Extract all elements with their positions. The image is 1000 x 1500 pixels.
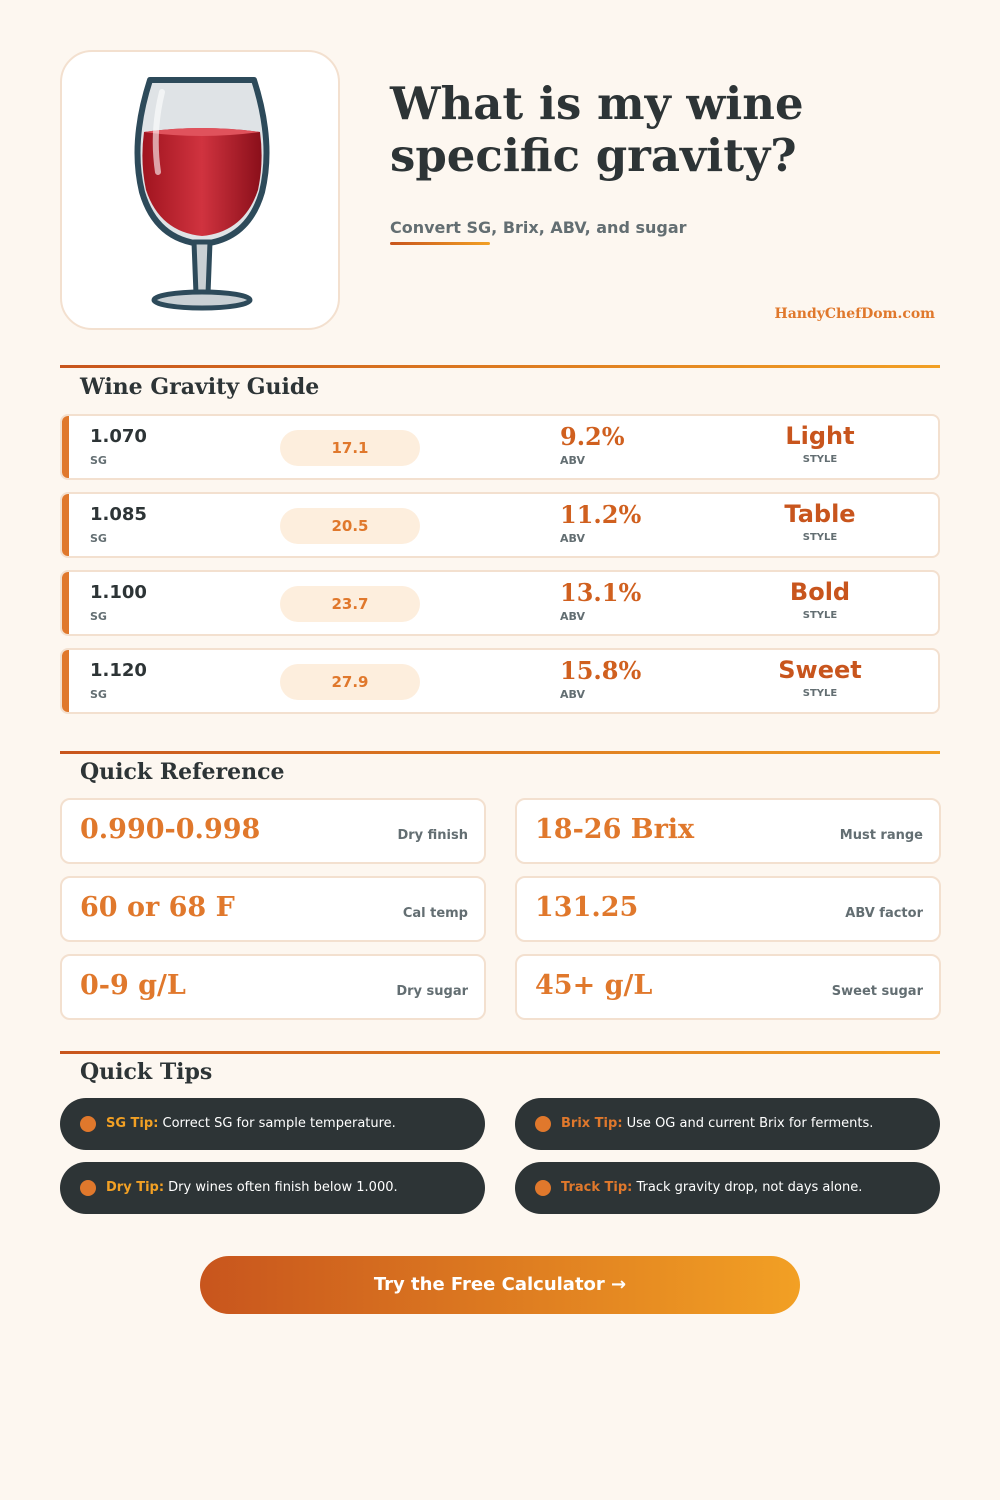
- tip-key: Track Tip:: [561, 1180, 633, 1195]
- subtitle-underline: [390, 242, 490, 245]
- brand-link[interactable]: HandyChefDom.com: [774, 306, 935, 322]
- style-value: Table: [784, 500, 856, 528]
- row-accent-bar: [62, 572, 69, 634]
- brix-badge: 23.7: [280, 586, 420, 622]
- tip-key: Dry Tip:: [106, 1180, 165, 1195]
- tips-section-title: Quick Tips: [80, 1059, 213, 1085]
- hero-image-card: [60, 50, 340, 330]
- bullet-dot-icon: [535, 1116, 551, 1132]
- brix-badge: 27.9: [280, 664, 420, 700]
- style-value: Bold: [789, 578, 851, 606]
- section-divider: [60, 1051, 940, 1054]
- brix-badge: 17.1: [280, 430, 420, 466]
- sg-label: SG: [90, 454, 107, 467]
- reference-label: Must range: [839, 828, 923, 843]
- reference-value: 0-9 g/L: [80, 970, 186, 1001]
- style-label: STYLE: [802, 532, 838, 543]
- bullet-dot-icon: [80, 1180, 96, 1196]
- bullet-dot-icon: [535, 1180, 551, 1196]
- reference-card: [60, 876, 486, 942]
- style-value: Sweet: [778, 656, 862, 684]
- abv-label: ABV: [560, 688, 585, 701]
- tip-text: Correct SG for sample temperature.: [158, 1116, 396, 1131]
- guide-row: [60, 492, 940, 558]
- reference-card: [515, 954, 941, 1020]
- reference-value: 18-26 Brix: [535, 814, 695, 845]
- abv-label: ABV: [560, 454, 585, 467]
- reference-label: Dry finish: [397, 828, 468, 843]
- sg-label: SG: [90, 610, 107, 623]
- style-label: STYLE: [802, 454, 838, 465]
- tip-text: Use OG and current Brix for ferments.: [622, 1116, 874, 1131]
- reference-card: [60, 798, 486, 864]
- tip-key: SG Tip:: [106, 1116, 159, 1131]
- guide-row: [60, 648, 940, 714]
- brix-badge: 20.5: [280, 508, 420, 544]
- abv-value: 9.2%: [560, 422, 625, 451]
- sg-value: 1.120: [90, 660, 147, 681]
- tip-pill: [60, 1162, 485, 1214]
- free-calculator-button[interactable]: Try the Free Calculator →: [200, 1256, 800, 1314]
- reference-card: [515, 798, 941, 864]
- sg-value: 1.070: [90, 426, 147, 447]
- page-subtitle: Convert SG, Brix, ABV, and sugar: [390, 218, 687, 237]
- wine-glass-icon: [122, 72, 282, 317]
- section-divider: [60, 365, 940, 368]
- reference-section-title: Quick Reference: [80, 759, 285, 785]
- page-title: What is my wine specific gravity?: [390, 77, 804, 182]
- reference-card: [515, 876, 941, 942]
- reference-label: Dry sugar: [396, 984, 468, 999]
- style-label: STYLE: [802, 610, 838, 621]
- tip-key: Brix Tip:: [561, 1116, 623, 1131]
- row-accent-bar: [62, 494, 69, 556]
- bullet-dot-icon: [80, 1116, 96, 1132]
- style-label: STYLE: [802, 688, 838, 699]
- reference-card: [60, 954, 486, 1020]
- guide-row: [60, 570, 940, 636]
- reference-value: 45+ g/L: [535, 970, 653, 1001]
- tip-text: Track gravity drop, not days alone.: [632, 1180, 863, 1195]
- reference-label: Sweet sugar: [831, 984, 923, 999]
- abv-label: ABV: [560, 532, 585, 545]
- tip-pill: [515, 1098, 940, 1150]
- style-value: Light: [785, 422, 855, 450]
- tip-pill: [515, 1162, 940, 1214]
- sg-value: 1.100: [90, 582, 147, 603]
- guide-row: [60, 414, 940, 480]
- guide-section-title: Wine Gravity Guide: [80, 374, 320, 400]
- abv-value: 15.8%: [560, 656, 642, 685]
- sg-value: 1.085: [90, 504, 147, 525]
- reference-value: 131.25: [535, 892, 639, 923]
- tip-pill: [60, 1098, 485, 1150]
- sg-label: SG: [90, 532, 107, 545]
- abv-label: ABV: [560, 610, 585, 623]
- reference-value: 60 or 68 F: [80, 892, 235, 923]
- row-accent-bar: [62, 416, 69, 478]
- sg-label: SG: [90, 688, 107, 701]
- section-divider: [60, 751, 940, 754]
- row-accent-bar: [62, 650, 69, 712]
- reference-label: ABV factor: [845, 906, 923, 921]
- tip-text: Dry wines often finish below 1.000.: [164, 1180, 398, 1195]
- abv-value: 13.1%: [560, 578, 642, 607]
- reference-label: Cal temp: [402, 906, 468, 921]
- reference-value: 0.990-0.998: [80, 814, 261, 845]
- abv-value: 11.2%: [560, 500, 642, 529]
